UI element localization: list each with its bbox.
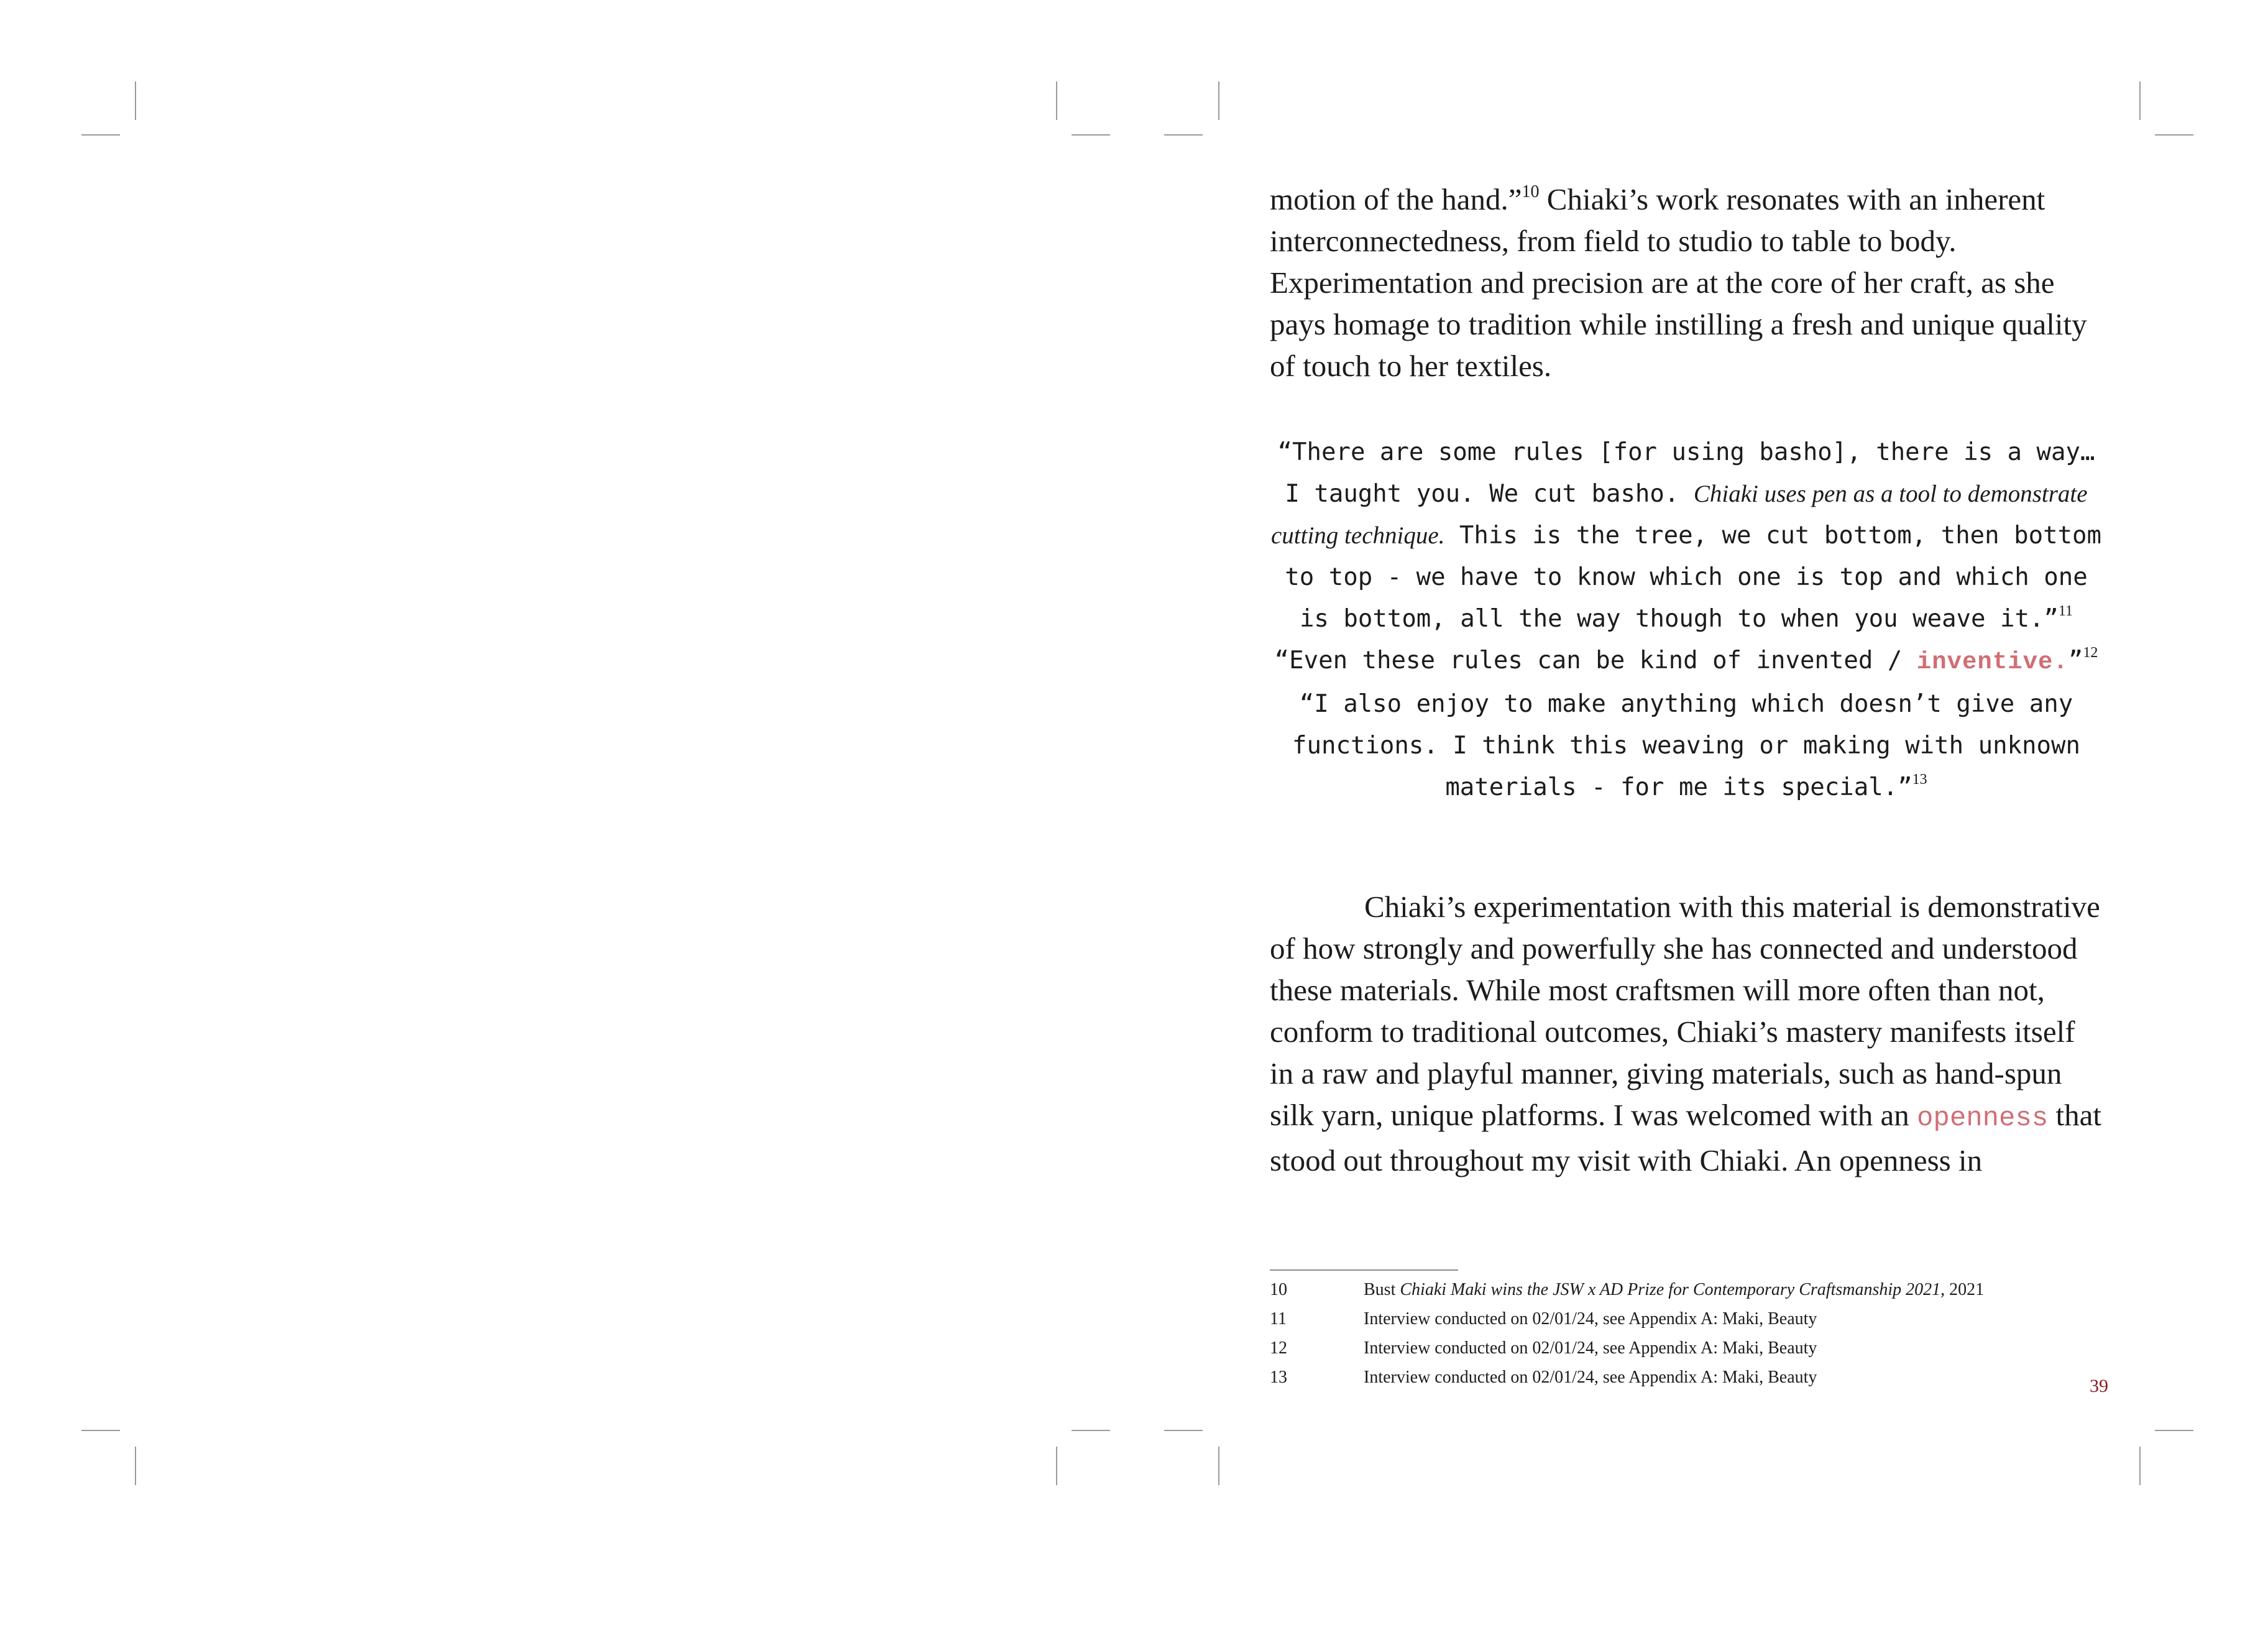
footnote-ref[interactable]: 13	[1912, 771, 1927, 788]
stage-note: Chiaki uses pen as a tool to demonstrate cutting technique.	[1270, 481, 2088, 549]
crop-mark	[1072, 134, 1110, 136]
footnote-text: Interview conducted on 02/01/24, see Appendix A: Maki, Beauty	[1364, 1338, 1817, 1358]
footnote-text: Interview conducted on 02/01/24, see Appendix A: Maki, Beauty	[1364, 1309, 1817, 1328]
footnote-text: Interview conducted on 02/01/24, see Appendix A: Maki, Beauty	[1364, 1368, 1817, 1387]
crop-mark	[2139, 1447, 2141, 1485]
quote	[1270, 431, 2103, 640]
crop-mark	[1218, 81, 1219, 120]
quote	[1270, 640, 2103, 683]
footnote-ref[interactable]: 10	[1522, 182, 1540, 201]
crop-mark	[2155, 134, 2193, 136]
footnote	[1270, 1333, 2103, 1363]
footnote	[1270, 1275, 2103, 1304]
stamp-word: openness	[1917, 1103, 2049, 1134]
footnote-number: 12	[1270, 1338, 1287, 1358]
footnote-number: 11	[1270, 1309, 1287, 1328]
footnote-divider	[1270, 1269, 1458, 1271]
paragraph-text: Chiaki’s experimentation with this material is demonstrative of how strongly and powerfully she has connected and understood these materials. While most craftsmen will more often than not, conform to traditional outcomes, Chiaki’s mastery manifests itself in a raw and playful manner, giving materials, such as hand-spun silk yarn, unique platforms. I was welcomed with an	[1270, 890, 2100, 1132]
quote-text: ”	[2068, 647, 2083, 675]
paragraph-text: motion of the hand.”	[1270, 182, 1522, 216]
footnote-text-part: Bust	[1364, 1280, 1400, 1299]
body-paragraph	[1270, 178, 2103, 387]
crop-mark	[135, 1447, 136, 1485]
body-paragraph	[1270, 886, 2103, 1181]
crop-mark	[135, 81, 136, 120]
page-number: 39	[2090, 1376, 2108, 1396]
stamp-word: inventive.	[1916, 648, 2068, 676]
crop-mark	[1056, 81, 1057, 120]
crop-mark	[1072, 1430, 1110, 1431]
footnotes	[1270, 1275, 2103, 1392]
crop-mark	[1056, 1447, 1057, 1485]
quote-text: “Even these rules can be kind of invented /	[1274, 647, 1917, 675]
quote	[1270, 683, 2103, 808]
footnote-title: Chiaki Maki wins the JSW x AD Prize for Contemporary Craftsmanship 2021,	[1400, 1280, 1945, 1299]
crop-mark	[2155, 1430, 2193, 1431]
footnote-text	[1364, 1275, 1984, 1304]
footnote-ref[interactable]: 11	[2058, 603, 2073, 619]
paragraph-text: Chiaki’s work resonates with an inherent interconnectedness, from field to studio to table to body. Experimentation and precision are at the core of her craft, as she pays homage to tradition while instilling a fresh and unique quality of touch to her textiles.	[1270, 182, 2087, 383]
crop-mark	[2139, 81, 2141, 120]
footnote	[1270, 1363, 2103, 1392]
crop-mark	[81, 1430, 120, 1431]
footnote-ref[interactable]: 12	[2083, 645, 2098, 661]
quote-text: “There are some rules [for using basho], there is a way… I taught you. We cut basho.	[1277, 438, 2095, 508]
crop-mark	[1164, 134, 1203, 136]
footnote	[1270, 1304, 2103, 1333]
footnote-text-part: 2021	[1945, 1280, 1985, 1299]
crop-mark	[81, 134, 120, 136]
interview-quotes	[1270, 431, 2103, 808]
footnote-number: 10	[1270, 1280, 1287, 1299]
footnote-number: 13	[1270, 1368, 1287, 1387]
quote-text: This is the tree, we cut bottom, then bottom to top - we have to know which one is top and which one is bottom, all the way though to when you weave it.”	[1285, 522, 2102, 633]
crop-mark	[1218, 1447, 1219, 1485]
crop-mark	[1164, 1430, 1203, 1431]
paragraph-text: that stood out throughout my visit with Chiaki. An openness in	[1270, 1098, 2101, 1177]
quote-text: “I also enjoy to make anything which doesn’t give any functions. I think this weaving or making with unknown materials - for me its special.”	[1292, 690, 2080, 801]
